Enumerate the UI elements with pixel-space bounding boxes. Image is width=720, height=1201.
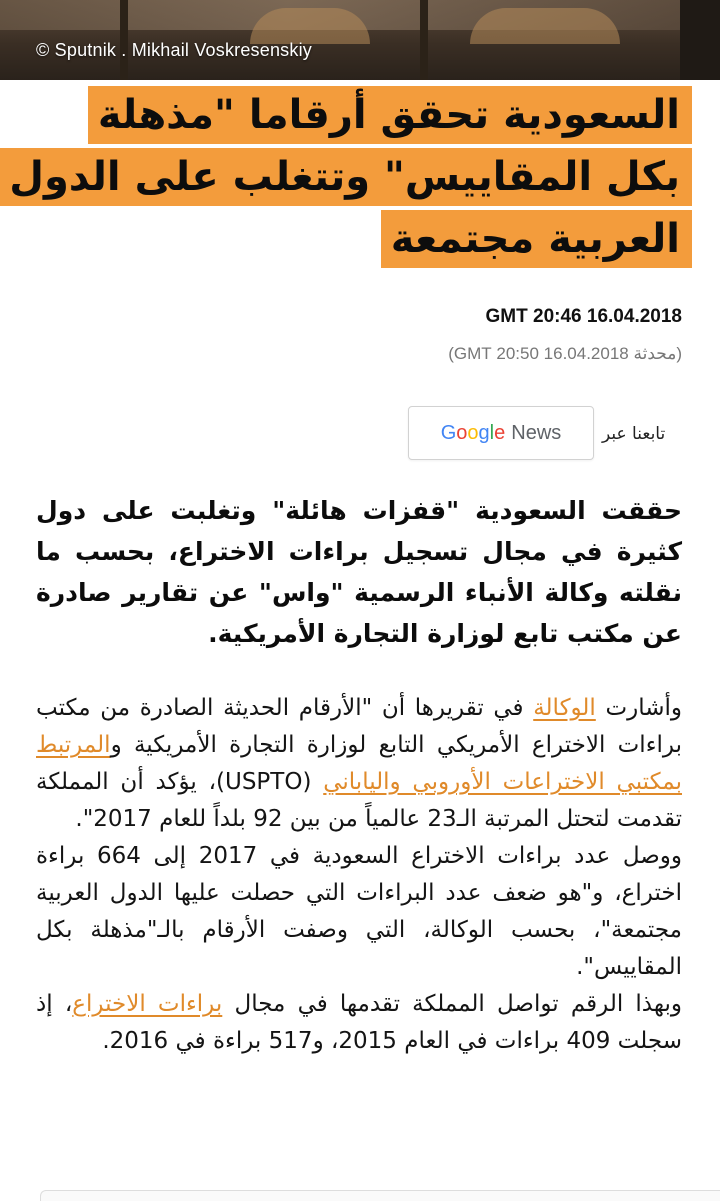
logo-letter: G [440,421,457,444]
text-run: وأشارت [595,695,682,721]
headline-line: السعودية تحقق أرقاما "مذهلة [88,86,692,144]
hero-shade [680,0,720,80]
logo-letter: l [489,421,495,444]
headline-line: العربية مجتمعة [381,210,692,268]
google-news-label: News [511,421,562,444]
text-run: في تقريرها أن "الأرقام الحديثة الصادرة من مكتب براءات الاختراع الأمريكي التابع لوزارة التجارة الأمريكية و [36,695,682,758]
article-body [36,690,682,1060]
logo-letter: o [456,421,468,444]
photo-credit: © Sputnik . Mikhail Voskresenskiy [36,40,312,60]
hero-umbrella [470,8,620,44]
follow-label: تابعنا عبر [602,424,666,444]
paragraph [36,690,682,838]
text-run: ، إذ سجلت 409 براءات في العام 2015، و517 براءة في 2016. [36,991,682,1054]
logo-letter: o [467,421,479,444]
hero-palm [420,0,428,80]
hero-umbrella [250,8,370,44]
hero-image [0,0,720,80]
text-run: (USPTO)، يؤكد أن المملكة تقدمت لتحتل المرتبة الـ23 عالمياً من بين 92 بلداً للعام 2017". [36,769,682,832]
updated-date: (محدثة 16.04.2018 20:50 GMT) [448,344,682,363]
logo-letter: g [478,421,490,444]
next-card-edge [40,1190,720,1201]
headline-line: بكل المقاييس" وتتغلب على الدول [0,148,692,206]
google-news-logo [441,422,506,445]
google-news-button[interactable] [408,406,594,460]
logo-letter: e [494,421,506,444]
paragraph: ووصل عدد براءات الاختراع السعودية في 2017 إلى 664 براءة اختراع، و"هو ضعف عدد البراءات التي حصلت عليها الدول العربية مجتمعة"، بحسب الوكالة، التي وصفت الأرقام بالـ"مذهلة بكل المقاييس". [36,843,682,980]
article-lead: حققت السعودية "قفزات هائلة" وتغلبت على دول كثيرة في مجال تسجيل براءات الاختراع، بحسب ما نقلته وكالة الأنباء الرسمية "واس" عن تقارير صادرة عن مكتب تابع لوزارة التجارة الأمريكية. [36,496,682,648]
patents-link[interactable]: براءات الاختراع [72,991,223,1017]
text-run: وبهذا الرقم تواصل المملكة تقدمها في مجال [222,991,682,1017]
published-date: GMT 20:46 16.04.2018 [485,306,682,327]
paragraph [36,986,682,1060]
agency-link[interactable]: الوكالة [533,695,596,721]
patent-offices-link[interactable]: المرتبط بمكتبي الاختراعات الأوروبي والياباني [36,732,682,795]
headline [9,86,692,272]
